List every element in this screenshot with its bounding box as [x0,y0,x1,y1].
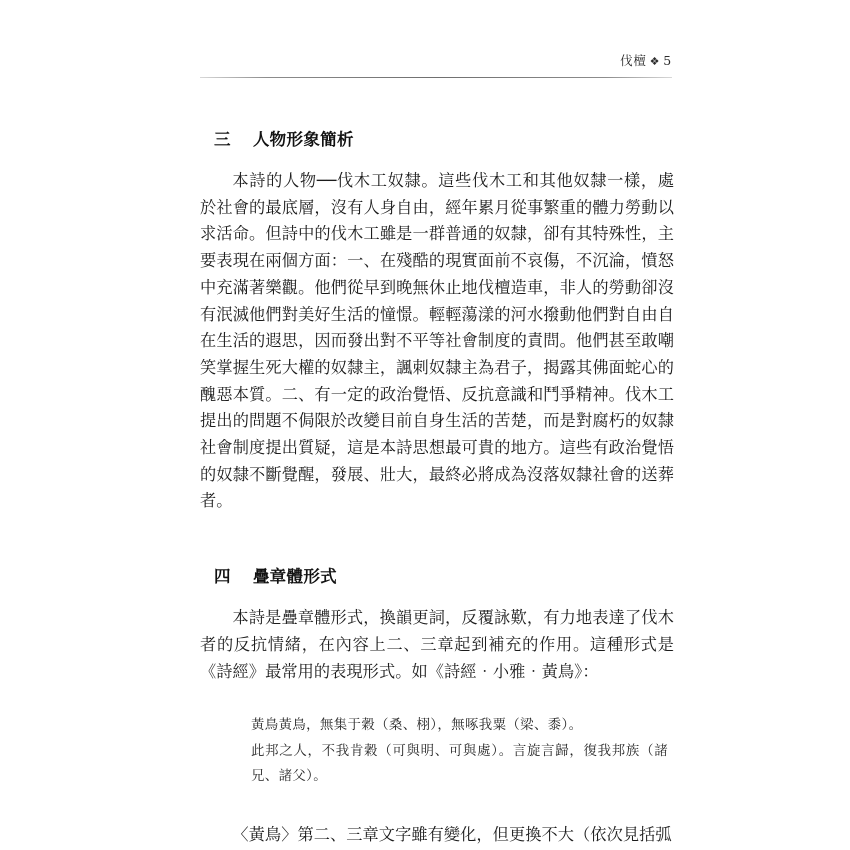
quote-line-2: 此邦之人，不我肯穀（可與明、可與處）。言旋言歸，復我邦族（諸兄、諸父）。 [251,743,668,785]
running-head-label [200,52,672,71]
page-number: 5 [663,53,672,68]
section-heading-4 [200,562,674,592]
header-divider [200,77,672,78]
running-head-title: 伐檀 [620,53,647,68]
section-heading-3 [200,125,674,155]
quote-line-1: 黃鳥黃鳥，無集于穀（桑、栩），無啄我粟（梁、黍）。 [251,718,583,734]
paragraph-3-1: 本詩的人物──伐木工奴隸。這些伐木工和其他奴隸一樣，處於社會的最底層，沒有人身自由，經年累月從事繁重的體力勞動以求活命。但詩中的伐木工雖是一群普通的奴隸，卻有其特殊性，主要表現在兩個方面：一、在殘酷的現實面前不哀傷，不沉淪，憤怒中充滿著樂觀。他們從早到晚無休止地伐檀造車，非人的勞動卻沒有泯滅他們對美好生活的憧憬。輕輕蕩漾的河水撥動他們對自由自在生活的遐思，因而發出對不平等社會制度的責問。他們甚至敢嘲笑掌握生死大權的奴隸主，諷刺奴隸主為君子，揭露其佛面蛇心的醜惡本質。二、有一定的政治覺悟、反抗意識和鬥爭精神。伐木工提出的問題不侷限於改變目前自身生活的苦楚，而是對腐朽的奴隸社會制度提出質疑，這是本詩思想最可貴的地方。這些有政治覺悟的奴隸不斷覺醒，發展、壯大，最終必將成為沒落奴隸社會的送葬者。 [200,171,674,511]
paragraph-4-1: 本詩是疊章體形式，換韻更詞，反覆詠歎，有力地表達了伐木者的反抗情緒，在內容上二、三章起到補充的作用。這種形式是《詩經》最常用的表現形式。如《詩經‧小雅‧黃鳥》： [200,608,674,681]
diamond-ornament-icon: ❖ [649,54,661,68]
section-number-4: 四 [214,567,231,587]
section-title-4: 疊章體形式 [252,567,337,587]
paragraph-4-closing: 〈黃鳥〉第二、三章文字雖有變化，但更換不大（依次見括弧 [232,824,672,844]
section-number-3: 三 [214,130,231,149]
quotation-block [200,713,674,790]
running-head [200,52,672,82]
section-title-3: 人物形象簡析 [252,130,354,149]
text-column [200,125,674,848]
